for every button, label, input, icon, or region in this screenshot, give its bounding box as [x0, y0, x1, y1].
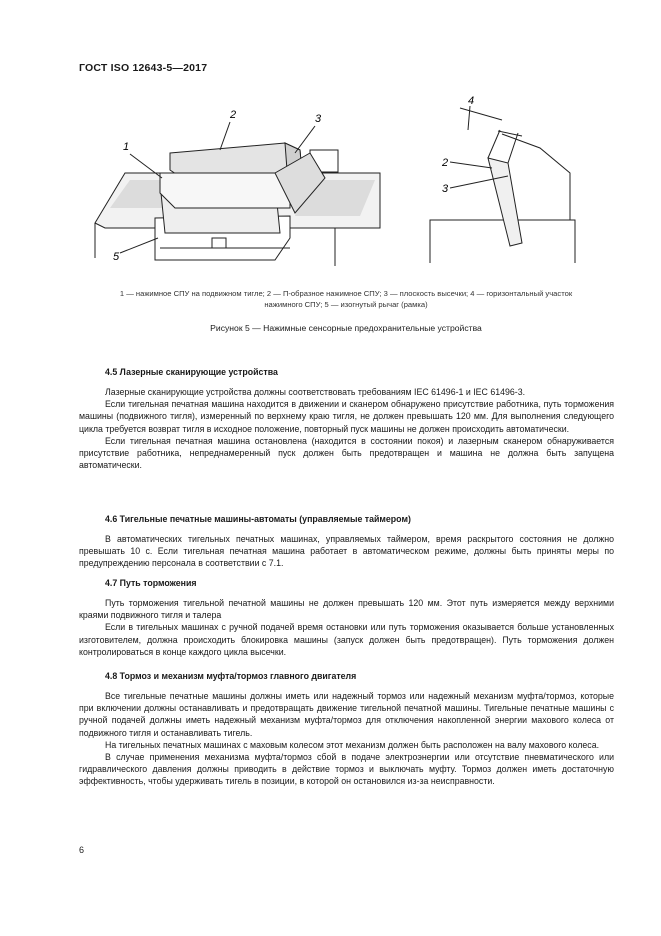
right-frame — [430, 220, 575, 263]
document-header: ГОСТ ISO 12643-5—2017 — [79, 62, 208, 74]
paragraph: Если тигельная печатная машина остановлена (находится в состоянии покоя) и лазерным сканером обнаруживается присутствие работника, непреднамеренный пуск должен быть предотвращен и машина не должна быть запущена автоматически. — [79, 435, 614, 471]
section-heading: 4.8 Тормоз и механизм муфта/тормоз главного двигателя — [105, 671, 357, 681]
section-heading: 4.5 Лазерные сканирующие устройства — [105, 367, 278, 377]
upper-housing — [160, 173, 290, 208]
paragraph: На тигельных печатных машинах с маховым колесом этот механизм должен быть расположен на валу махового колеса. — [105, 739, 600, 750]
figure-legend-line-2: нажимного СПУ; 5 — изогнутый рычаг (рамка) — [264, 300, 428, 309]
section-4-8 — [79, 670, 614, 788]
paragraph: В автоматических тигельных печатных машинах, управляемых таймером, время раскрытого состояния не должно превышать 10 с. Если тигельная печатная машина работает в автоматическом режиме, должны быть приняты меры по предупреждению персонала в соответствии с 7.1. — [79, 534, 614, 569]
section-4-5 — [79, 366, 614, 471]
label-3-right: 3 — [442, 183, 449, 195]
paragraph: Все тигельные печатные машины должны иметь или надежный тормоз или надежный механизм муфта/тормоз, которые при включении должны останавливать и предотвращать движение тигельной печатной машины. Тигельные печатные машины с ручной подачей должны иметь надежный механизм муфта/тормоз для отключения накопленной энергии махового колеса от подвижного тигля и останавливать тигель. — [79, 691, 614, 738]
label-1: 1 — [123, 141, 130, 153]
paragraph: Если тигельная печатная машина находится в движении и сканером обнаружено присутствие работника, путь торможения машины (подвижного тигля), измеренный по верхнему краю тигля, не должен превышать 120 мм. Для выполнения следующего цикла требуется возврат тигля в исходное положение, повторный пуск машины не должен происходить автоматически. — [79, 399, 614, 434]
label-2-right: 2 — [442, 157, 449, 169]
section-4-7 — [79, 577, 614, 658]
paragraph: Лазерные сканирующие устройства должны соответствовать требованиям IEC 61496-1 и IEC 61496-3. — [105, 387, 526, 397]
section-4-6 — [79, 513, 614, 570]
label-3: 3 — [315, 113, 322, 125]
figure-title: Рисунок 5 — Нажимные сенсорные предохранительные устройства — [210, 323, 482, 333]
label-4-right: 4 — [468, 95, 475, 107]
paragraph: Путь торможения тигельной печатной машины не должен превышать 120 мм. Этот путь измеряется между верхними краями подвижного тигля и талера — [79, 598, 614, 621]
section-heading: 4.6 Тигельные печатные машины-автоматы (управляемые таймером) — [105, 514, 411, 524]
figure-drawing — [90, 88, 590, 278]
label-5: 5 — [113, 251, 120, 263]
paragraph: Если в тигельных машинах с ручной подачей время остановки или путь торможения оказывается больше установленных изготовителем, должна происходить блокировка машины (запуск должен быть предотвращен). Путь торможения должен контролироваться в конце каждого цикла высечки. — [79, 622, 614, 657]
bent-lever — [488, 158, 522, 246]
page-number: 6 — [79, 845, 85, 855]
label-2: 2 — [230, 109, 237, 121]
figure-legend — [80, 288, 612, 310]
section-heading: 4.7 Путь торможения — [105, 578, 197, 588]
figure-legend-line-1: 1 — нажимное СПУ на подвижном тигле; 2 — П-образное нажимное СПУ; 3 — плоскость высечки; 4 — горизонтальный участок — [119, 289, 573, 298]
paragraph: В случае применения механизма муфта/тормоз сбой в подаче электроэнергии или отсутствие пневматического или гидравлического давления должны приводить в действие тормоз и выключать муфту. Тормоз должен иметь достаточную эффективность, чтобы удерживать тигель в позиции, в которой он остановился из-за неисправности. — [79, 752, 614, 787]
